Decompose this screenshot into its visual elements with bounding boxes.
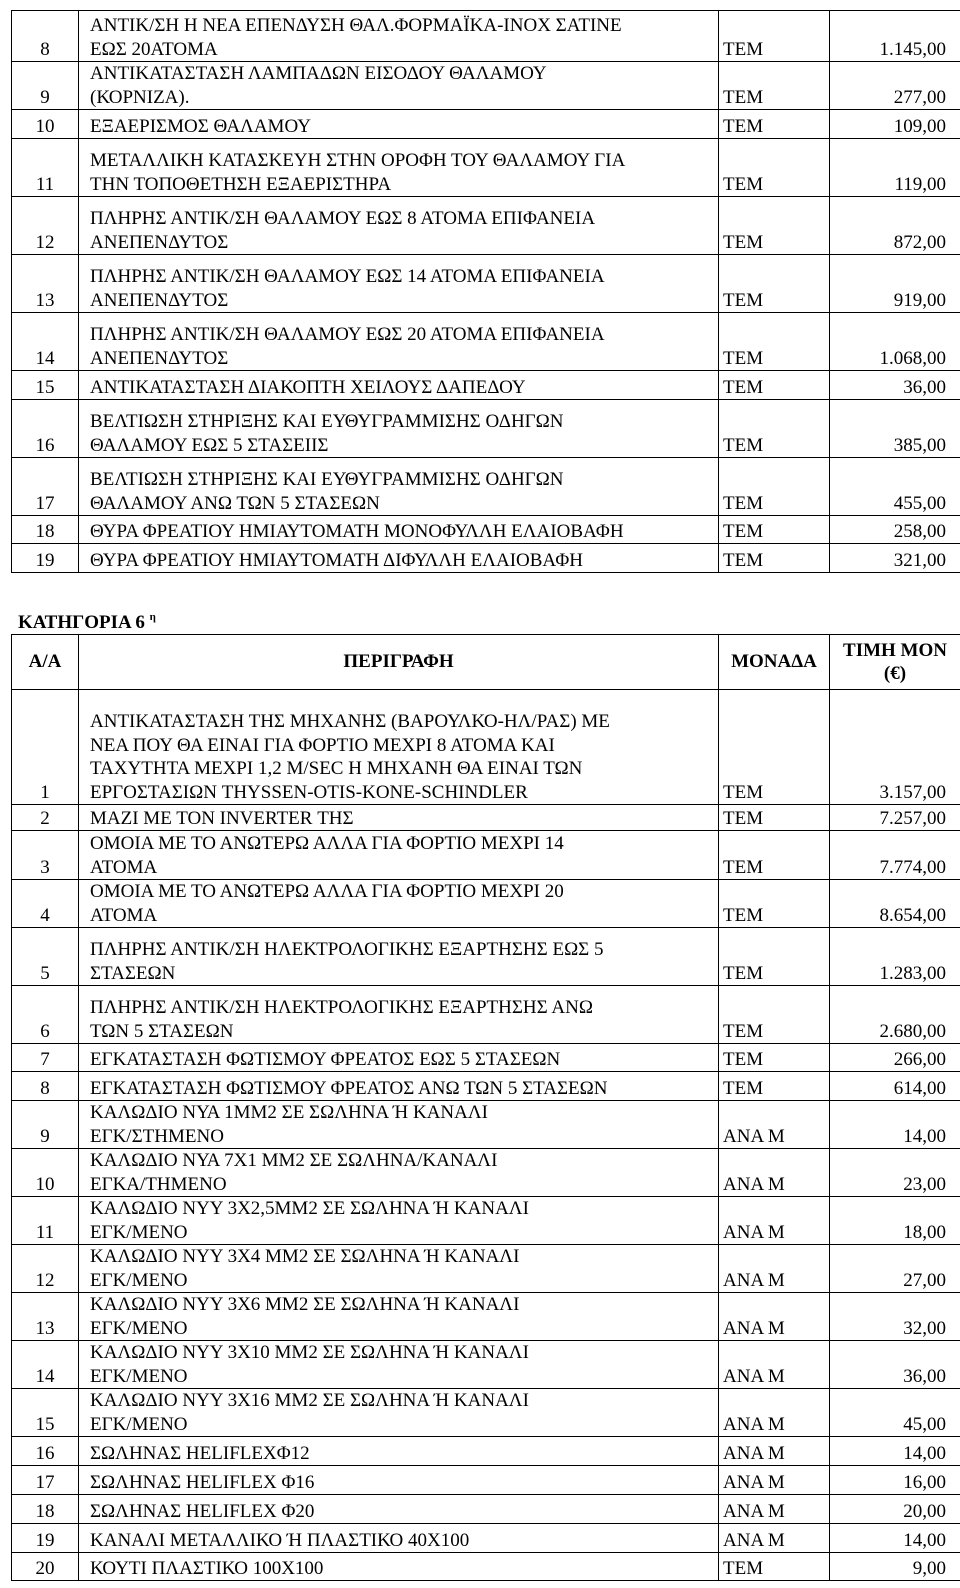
row-number: 17 bbox=[12, 458, 79, 516]
row-price: 7.257,00 bbox=[830, 805, 960, 831]
row-description bbox=[79, 1389, 719, 1437]
row-price: 872,00 bbox=[830, 197, 960, 255]
column-header-number: Α/Α bbox=[12, 635, 79, 690]
description-line: ΕΓΚ/ΜΕΝΟ bbox=[90, 1317, 188, 1339]
table-row bbox=[12, 197, 960, 255]
row-unit: ΤΕΜ bbox=[719, 805, 830, 831]
row-description bbox=[79, 516, 719, 544]
row-price: 1.145,00 bbox=[830, 11, 960, 62]
column-header-price bbox=[830, 635, 960, 690]
row-number: 10 bbox=[12, 110, 79, 139]
row-description bbox=[79, 1553, 719, 1581]
row-unit: ΑΝΑ Μ bbox=[719, 1341, 830, 1389]
table-row bbox=[12, 1341, 960, 1389]
row-price: 32,00 bbox=[830, 1293, 960, 1341]
table-row bbox=[12, 1466, 960, 1495]
description-line: ΤΑΧΥΤΗΤΑ ΜΕΧΡΙ 1,2 Μ/SEC Η ΜΗΧΑΝΗ ΘΑ ΕΙΝΑΙ ΤΩΝ bbox=[90, 758, 583, 780]
row-price: 9,00 bbox=[830, 1553, 960, 1581]
description-line: ΝΕΑ ΠΟΥ ΘΑ ΕΙΝΑΙ ΓΙΑ ΦΟΡΤΙΟ ΜΕΧΡΙ 8 ΑΤΟΜΑ ΚΑΙ bbox=[90, 734, 555, 756]
table-row bbox=[12, 1245, 960, 1293]
row-number: 7 bbox=[12, 1044, 79, 1072]
row-unit: ΤΕΜ bbox=[719, 831, 830, 880]
row-number: 11 bbox=[12, 139, 79, 197]
description-line: ΠΛΗΡΗΣ ΑΝΤΙΚ/ΣΗ ΘΑΛΑΜΟΥ ΕΩΣ 20 ΑΤΟΜΑ ΕΠΙΦΑΝΕΙΑ bbox=[90, 324, 605, 346]
table-row bbox=[12, 690, 960, 805]
row-price: 23,00 bbox=[830, 1149, 960, 1197]
row-unit: ΤΕΜ bbox=[719, 1553, 830, 1581]
table-row bbox=[12, 1149, 960, 1197]
description-line: ΘΥΡΑ ΦΡΕΑΤΙΟΥ ΗΜΙΑΥΤΟΜΑΤΗ ΜΟΝΟΦΥΛΛΗ ΕΛΑΙΟΒΑΦΗ bbox=[90, 520, 624, 542]
row-description bbox=[79, 544, 719, 573]
table-row bbox=[12, 458, 960, 516]
table-row bbox=[12, 805, 960, 831]
row-unit: ΤΕΜ bbox=[719, 880, 830, 928]
table-row bbox=[12, 313, 960, 371]
description-line: ΣΩΛΗΝΑΣ HELIFLEX Φ20 bbox=[90, 1500, 315, 1522]
row-unit: ΑΝΑ Μ bbox=[719, 1389, 830, 1437]
row-unit: ΑΝΑ Μ bbox=[719, 1495, 830, 1524]
table-row bbox=[12, 1044, 960, 1072]
description-line: ΚΑΛΩΔΙΟ ΝΥΥ 3Χ2,5ΜΜ2 ΣΕ ΣΩΛΗΝΑ Ή ΚΑΝΑΛΙ bbox=[90, 1198, 529, 1220]
row-price: 27,00 bbox=[830, 1245, 960, 1293]
description-line: ΚΑΛΩΔΙΟ ΝΥΑ 1ΜΜ2 ΣΕ ΣΩΛΗΝΑ Ή ΚΑΝΑΛΙ bbox=[90, 1102, 488, 1124]
row-number: 16 bbox=[12, 1437, 79, 1466]
row-description bbox=[79, 1293, 719, 1341]
row-unit: ΤΕΜ bbox=[719, 516, 830, 544]
column-header-unit: ΜΟΝΑΔΑ bbox=[719, 635, 830, 690]
row-unit: ΤΕΜ bbox=[719, 255, 830, 313]
row-description bbox=[79, 1101, 719, 1149]
row-price: 14,00 bbox=[830, 1101, 960, 1149]
row-price: 614,00 bbox=[830, 1072, 960, 1101]
row-unit: ΤΕΜ bbox=[719, 313, 830, 371]
price-header-line: (€) bbox=[883, 663, 907, 684]
table-row bbox=[12, 1495, 960, 1524]
row-number: 4 bbox=[12, 880, 79, 928]
table-row bbox=[12, 1072, 960, 1101]
row-price: 2.680,00 bbox=[830, 986, 960, 1044]
row-description bbox=[79, 1245, 719, 1293]
row-description bbox=[79, 1524, 719, 1553]
description-line: ΚΑΛΩΔΙΟ ΝΥΥ 3Χ6 ΜΜ2 ΣΕ ΣΩΛΗΝΑ Ή ΚΑΝΑΛΙ bbox=[90, 1294, 520, 1316]
row-description bbox=[79, 690, 719, 805]
row-description bbox=[79, 831, 719, 880]
table-row bbox=[12, 1389, 960, 1437]
row-price: 3.157,00 bbox=[830, 690, 960, 805]
table-header bbox=[12, 635, 960, 690]
row-price: 385,00 bbox=[830, 400, 960, 458]
row-number: 2 bbox=[12, 805, 79, 831]
description-line: ΜΕΤΑΛΛΙΚΗ ΚΑΤΑΣΚΕΥΗ ΣΤΗΝ ΟΡΟΦΗ ΤΟΥ ΘΑΛΑΜΟΥ ΓΙΑ bbox=[90, 150, 626, 172]
description-line: ΘΑΛΑΜΟΥ ΕΩΣ 5 ΣΤΑΣΕΙΙΣ bbox=[90, 434, 329, 456]
price-table-category-6 bbox=[11, 634, 960, 1581]
description-line: ΑΝΤΙΚ/ΣΗ Η ΝΕΑ ΕΠΕΝΔΥΣΗ ΘΑΛ.ΦΟΡΜΑΪΚΑ-ΙΝΟΧ ΣΑΤΙΝΕ bbox=[90, 15, 622, 37]
price-table-previous-category bbox=[11, 10, 960, 573]
row-number: 15 bbox=[12, 1389, 79, 1437]
row-price: 119,00 bbox=[830, 139, 960, 197]
row-description bbox=[79, 400, 719, 458]
description-line: ΑΝΤΙΚΑΤΑΣΤΑΣΗ ΤΗΣ ΜΗΧΑΝΗΣ (ΒΑΡΟΥΛΚΟ-ΗΛ/ΡΑΣ) ΜΕ bbox=[90, 711, 610, 733]
table-row bbox=[12, 371, 960, 400]
description-line: ΟΜΟΙΑ ΜΕ ΤΟ ΑΝΩΤΕΡΩ ΑΛΛΑ ΓΙΑ ΦΟΡΤΙΟ ΜΕΧΡΙ 20 bbox=[90, 881, 564, 903]
row-description bbox=[79, 1466, 719, 1495]
row-number: 8 bbox=[12, 1072, 79, 1101]
description-line: ΑΤΟΜΑ bbox=[90, 856, 158, 878]
category-superscript: η bbox=[149, 611, 156, 623]
row-description bbox=[79, 11, 719, 62]
description-line: ΕΓΚ/ΜΕΝΟ bbox=[90, 1269, 188, 1291]
description-line: ΑΝΕΠΕΝΔΥΤΟΣ bbox=[90, 347, 229, 369]
row-number: 9 bbox=[12, 1101, 79, 1149]
row-unit: ΤΕΜ bbox=[719, 690, 830, 805]
description-line: ΑΝΕΠΕΝΔΥΤΟΣ bbox=[90, 231, 229, 253]
table-row bbox=[12, 62, 960, 110]
table-row bbox=[12, 110, 960, 139]
table-row bbox=[12, 139, 960, 197]
row-number: 14 bbox=[12, 1341, 79, 1389]
row-description bbox=[79, 880, 719, 928]
row-number: 13 bbox=[12, 255, 79, 313]
row-unit: ΑΝΑ Μ bbox=[719, 1437, 830, 1466]
row-number: 9 bbox=[12, 62, 79, 110]
price-table-body bbox=[12, 690, 960, 1581]
row-unit: ΤΕΜ bbox=[719, 458, 830, 516]
row-number: 1 bbox=[12, 690, 79, 805]
table-row bbox=[12, 1197, 960, 1245]
row-price: 266,00 bbox=[830, 1044, 960, 1072]
row-number: 13 bbox=[12, 1293, 79, 1341]
row-price: 18,00 bbox=[830, 1197, 960, 1245]
row-price: 919,00 bbox=[830, 255, 960, 313]
row-price: 20,00 bbox=[830, 1495, 960, 1524]
description-line: ΕΓΚ/ΣΤΗΜΕΝΟ bbox=[90, 1125, 224, 1147]
row-number: 19 bbox=[12, 544, 79, 573]
row-price: 258,00 bbox=[830, 516, 960, 544]
description-line: ΠΛΗΡΗΣ ΑΝΤΙΚ/ΣΗ ΗΛΕΚΤΡΟΛΟΓΙΚΗΣ ΕΞΑΡΤΗΣΗΣ ΕΩΣ 5 bbox=[90, 939, 604, 961]
description-line: ΠΛΗΡΗΣ ΑΝΤΙΚ/ΣΗ ΗΛΕΚΤΡΟΛΟΓΙΚΗΣ ΕΞΑΡΤΗΣΗΣ ΑΝΩ bbox=[90, 997, 593, 1019]
table-row bbox=[12, 1293, 960, 1341]
row-unit: ΤΕΜ bbox=[719, 986, 830, 1044]
description-line: ΕΡΓΟΣΤΑΣΙΩΝ THYSSEN-OTIS-KONE-SCHINDLER bbox=[90, 781, 528, 803]
description-line: ΜΑΖΙ ΜΕ ΤΟΝ INVERTER ΤΗΣ bbox=[90, 807, 354, 829]
table-row bbox=[12, 880, 960, 928]
row-price: 7.774,00 bbox=[830, 831, 960, 880]
row-description bbox=[79, 1197, 719, 1245]
row-number: 18 bbox=[12, 1495, 79, 1524]
category-heading bbox=[18, 606, 156, 634]
row-description bbox=[79, 1149, 719, 1197]
description-line: ΣΤΑΣΕΩΝ bbox=[90, 962, 176, 984]
row-unit: ΑΝΑ Μ bbox=[719, 1293, 830, 1341]
row-number: 10 bbox=[12, 1149, 79, 1197]
description-line: ΕΓΚ/ΜΕΝΟ bbox=[90, 1221, 188, 1243]
row-unit: ΤΕΜ bbox=[719, 62, 830, 110]
description-line: ΤΩΝ 5 ΣΤΑΣΕΩΝ bbox=[90, 1020, 234, 1042]
row-price: 14,00 bbox=[830, 1524, 960, 1553]
row-price: 45,00 bbox=[830, 1389, 960, 1437]
description-line: ΤΗΝ ΤΟΠΟΘΕΤΗΣΗ ΕΞΑΕΡΙΣΤΗΡΑ bbox=[90, 173, 392, 195]
description-line: ΚΑΛΩΔΙΟ ΝΥΥ 3Χ4 ΜΜ2 ΣΕ ΣΩΛΗΝΑ Ή ΚΑΝΑΛΙ bbox=[90, 1246, 520, 1268]
row-unit: ΑΝΑ Μ bbox=[719, 1101, 830, 1149]
table-row bbox=[12, 831, 960, 880]
description-line: ΠΛΗΡΗΣ ΑΝΤΙΚ/ΣΗ ΘΑΛΑΜΟΥ ΕΩΣ 8 ΑΤΟΜΑ ΕΠΙΦΑΝΕΙΑ bbox=[90, 208, 596, 230]
row-description bbox=[79, 1495, 719, 1524]
description-line: ΑΝΕΠΕΝΔΥΤΟΣ bbox=[90, 289, 229, 311]
description-line: ΕΩΣ 20ΑΤΟΜΑ bbox=[90, 38, 218, 60]
row-unit: ΤΕΜ bbox=[719, 110, 830, 139]
row-price: 16,00 bbox=[830, 1466, 960, 1495]
price-table-body bbox=[12, 11, 960, 573]
row-number: 12 bbox=[12, 1245, 79, 1293]
row-number: 6 bbox=[12, 986, 79, 1044]
table-row bbox=[12, 1524, 960, 1553]
row-description bbox=[79, 110, 719, 139]
description-line: ΚΑΛΩΔΙΟ ΝΥΑ 7Χ1 ΜΜ2 ΣΕ ΣΩΛΗΝΑ/ΚΑΝΑΛΙ bbox=[90, 1150, 498, 1172]
row-description bbox=[79, 197, 719, 255]
table-row bbox=[12, 400, 960, 458]
row-description bbox=[79, 805, 719, 831]
row-description bbox=[79, 1072, 719, 1101]
row-number: 12 bbox=[12, 197, 79, 255]
row-unit: ΤΕΜ bbox=[719, 139, 830, 197]
row-number: 19 bbox=[12, 1524, 79, 1553]
row-description bbox=[79, 1044, 719, 1072]
row-description bbox=[79, 139, 719, 197]
table-row bbox=[12, 516, 960, 544]
description-line: ΚΑΝΑΛΙ ΜΕΤΑΛΛΙΚΟ Ή ΠΛΑΣΤΙΚΟ 40Χ100 bbox=[90, 1529, 470, 1551]
row-price: 455,00 bbox=[830, 458, 960, 516]
table-row bbox=[12, 1101, 960, 1149]
row-unit: ΤΕΜ bbox=[719, 11, 830, 62]
table-row bbox=[12, 1553, 960, 1581]
row-unit: ΑΝΑ Μ bbox=[719, 1149, 830, 1197]
row-description bbox=[79, 1341, 719, 1389]
description-line: (ΚΟΡΝΙΖΑ). bbox=[90, 86, 190, 108]
description-line: ΑΝΤΙΚΑΤΑΣΤΑΣΗ ΛΑΜΠΑΔΩΝ ΕΙΣΟΔΟΥ ΘΑΛΑΜΟΥ bbox=[90, 63, 547, 85]
table-row bbox=[12, 255, 960, 313]
row-description bbox=[79, 62, 719, 110]
row-price: 1.283,00 bbox=[830, 928, 960, 986]
row-unit: ΑΝΑ Μ bbox=[719, 1466, 830, 1495]
table-row bbox=[12, 11, 960, 62]
column-header-description: ΠΕΡΙΓΡΑΦΗ bbox=[79, 635, 719, 690]
description-line: ΠΛΗΡΗΣ ΑΝΤΙΚ/ΣΗ ΘΑΛΑΜΟΥ ΕΩΣ 14 ΑΤΟΜΑ ΕΠΙΦΑΝΕΙΑ bbox=[90, 266, 605, 288]
description-line: ΣΩΛΗΝΑΣ HELIFLEX Φ16 bbox=[90, 1471, 315, 1493]
description-line: ΣΩΛΗΝΑΣ HELIFLEXΦ12 bbox=[90, 1442, 310, 1464]
table-row bbox=[12, 986, 960, 1044]
row-unit: ΤΕΜ bbox=[719, 400, 830, 458]
row-description bbox=[79, 458, 719, 516]
row-description bbox=[79, 1437, 719, 1466]
row-unit: ΤΕΜ bbox=[719, 197, 830, 255]
table-row bbox=[12, 1437, 960, 1466]
row-unit: ΑΝΑ Μ bbox=[719, 1524, 830, 1553]
description-line: ΕΓΚΑΤΑΣΤΑΣΗ ΦΩΤΙΣΜΟΥ ΦΡΕΑΤΟΣ ΕΩΣ 5 ΣΤΑΣΕΩΝ bbox=[90, 1048, 561, 1070]
row-price: 277,00 bbox=[830, 62, 960, 110]
table-row bbox=[12, 544, 960, 573]
row-number: 17 bbox=[12, 1466, 79, 1495]
row-unit: ΤΕΜ bbox=[719, 544, 830, 573]
row-number: 5 bbox=[12, 928, 79, 986]
row-number: 15 bbox=[12, 371, 79, 400]
description-line: ΚΟΥΤΙ ΠΛΑΣΤΙΚΟ 100Χ100 bbox=[90, 1557, 324, 1579]
row-unit: ΤΕΜ bbox=[719, 1072, 830, 1101]
row-unit: ΤΕΜ bbox=[719, 1044, 830, 1072]
row-description bbox=[79, 255, 719, 313]
category-title: ΚΑΤΗΓΟΡΙΑ 6 bbox=[18, 612, 145, 633]
price-header-line: ΤΙΜΗ ΜΟΝ bbox=[843, 639, 947, 661]
row-description bbox=[79, 986, 719, 1044]
description-line: ΑΝΤΙΚΑΤΑΣΤΑΣΗ ΔΙΑΚΟΠΤΗ ΧΕΙΛΟΥΣ ΔΑΠΕΔΟΥ bbox=[90, 376, 526, 398]
row-unit: ΑΝΑ Μ bbox=[719, 1245, 830, 1293]
description-line: ΕΓΚ/ΜΕΝΟ bbox=[90, 1413, 188, 1435]
row-price: 109,00 bbox=[830, 110, 960, 139]
description-line: ΟΜΟΙΑ ΜΕ ΤΟ ΑΝΩΤΕΡΩ ΑΛΛΑ ΓΙΑ ΦΟΡΤΙΟ ΜΕΧΡΙ 14 bbox=[90, 833, 564, 855]
table-row bbox=[12, 928, 960, 986]
description-line: ΒΕΛΤΙΩΣΗ ΣΤΗΡΙΞΗΣ ΚΑΙ ΕΥΘΥΓΡΑΜΜΙΣΗΣ ΟΔΗΓΩΝ bbox=[90, 469, 564, 491]
row-description bbox=[79, 371, 719, 400]
row-price: 14,00 bbox=[830, 1437, 960, 1466]
row-number: 16 bbox=[12, 400, 79, 458]
row-number: 8 bbox=[12, 11, 79, 62]
row-number: 3 bbox=[12, 831, 79, 880]
row-price: 321,00 bbox=[830, 544, 960, 573]
row-price: 36,00 bbox=[830, 371, 960, 400]
description-line: ΕΓΚΑ/ΤΗΜΕΝΟ bbox=[90, 1173, 227, 1195]
row-price: 8.654,00 bbox=[830, 880, 960, 928]
row-price: 1.068,00 bbox=[830, 313, 960, 371]
row-unit: ΑΝΑ Μ bbox=[719, 1197, 830, 1245]
row-number: 18 bbox=[12, 516, 79, 544]
description-line: ΕΓΚ/ΜΕΝΟ bbox=[90, 1365, 188, 1387]
row-description bbox=[79, 313, 719, 371]
description-line: ΒΕΛΤΙΩΣΗ ΣΤΗΡΙΞΗΣ ΚΑΙ ΕΥΘΥΓΡΑΜΜΙΣΗΣ ΟΔΗΓΩΝ bbox=[90, 411, 564, 433]
description-line: ΑΤΟΜΑ bbox=[90, 904, 158, 926]
description-line: ΘΥΡΑ ΦΡΕΑΤΙΟΥ ΗΜΙΑΥΤΟΜΑΤΗ ΔΙΦΥΛΛΗ ΕΛΑΙΟΒΑΦΗ bbox=[90, 549, 583, 571]
description-line: ΕΞΑΕΡΙΣΜΟΣ ΘΑΛΑΜΟΥ bbox=[90, 115, 311, 137]
description-line: ΚΑΛΩΔΙΟ ΝΥΥ 3Χ10 ΜΜ2 ΣΕ ΣΩΛΗΝΑ Ή ΚΑΝΑΛΙ bbox=[90, 1342, 529, 1364]
row-number: 14 bbox=[12, 313, 79, 371]
row-unit: ΤΕΜ bbox=[719, 371, 830, 400]
row-price: 36,00 bbox=[830, 1341, 960, 1389]
row-number: 20 bbox=[12, 1553, 79, 1581]
row-description bbox=[79, 928, 719, 986]
table-header-row bbox=[12, 635, 960, 690]
description-line: ΚΑΛΩΔΙΟ ΝΥΥ 3Χ16 ΜΜ2 ΣΕ ΣΩΛΗΝΑ Ή ΚΑΝΑΛΙ bbox=[90, 1390, 529, 1412]
row-number: 11 bbox=[12, 1197, 79, 1245]
description-line: ΘΑΛΑΜΟΥ ΑΝΩ ΤΩΝ 5 ΣΤΑΣΕΩΝ bbox=[90, 492, 380, 514]
description-line: ΕΓΚΑΤΑΣΤΑΣΗ ΦΩΤΙΣΜΟΥ ΦΡΕΑΤΟΣ ΑΝΩ ΤΩΝ 5 ΣΤΑΣΕΩΝ bbox=[90, 1077, 608, 1099]
row-unit: ΤΕΜ bbox=[719, 928, 830, 986]
